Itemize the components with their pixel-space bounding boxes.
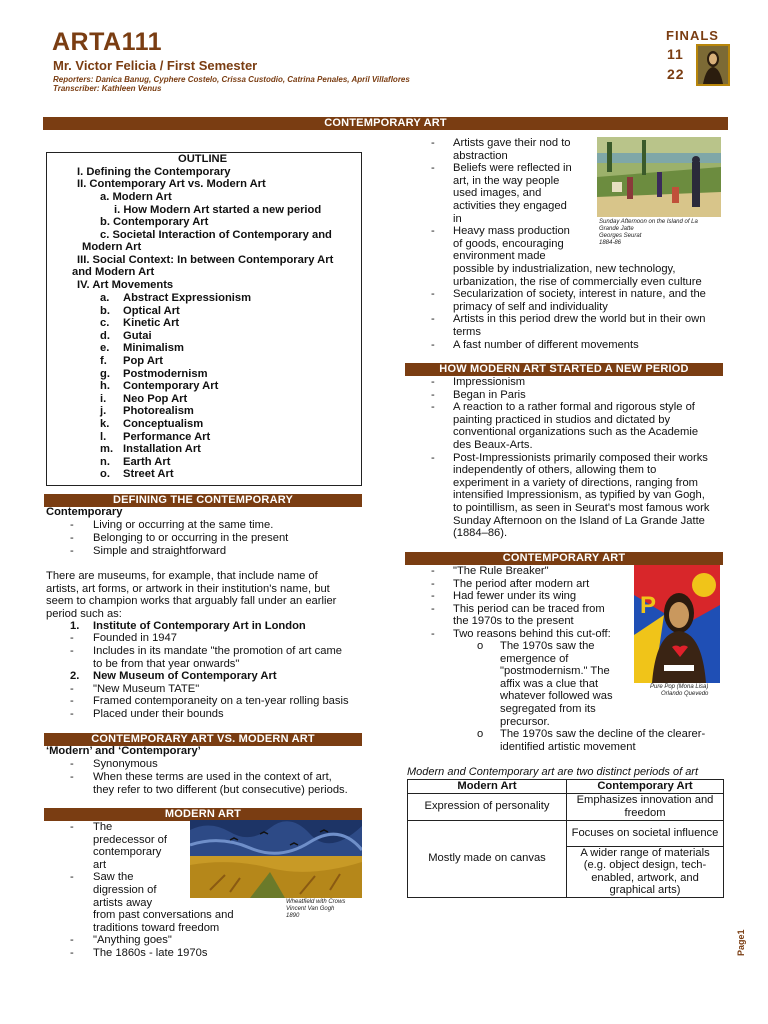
section-bar-how-modern: HOW MODERN ART STARTED A NEW PERIOD: [405, 363, 723, 376]
svg-text:P: P: [640, 592, 657, 619]
dash: -: [431, 313, 435, 326]
outline-movement-name: Gutai: [123, 329, 152, 342]
dash: -: [70, 771, 74, 783]
caption-line: Orlando Quevedo: [661, 691, 709, 697]
how-modern-line: experiment in a variety of directions, ranging from: [453, 476, 698, 489]
paragraph-line: There are museums, for example, that include name of: [46, 570, 318, 582]
section-bar-defining: DEFINING THE CONTEMPORARY: [44, 494, 362, 507]
contemporary-line: "The Rule Breaker": [453, 565, 549, 577]
table-header-modern: Modern Art: [408, 780, 567, 794]
comparison-table: [407, 779, 724, 898]
definition-bullet: Living or occurring at the same time.: [93, 519, 274, 531]
section-bar-modern-art: MODERN ART: [44, 808, 362, 821]
how-modern-line: Sunday Afternoon on the Island of La Grande Jatte: [453, 514, 705, 527]
modern-trait-line: abstraction: [453, 149, 508, 162]
term-modern-contemporary: ‘Modern’ and ‘Contemporary’: [46, 745, 201, 757]
modern-trait-line: Artists in this period drew the world but in their own: [453, 313, 706, 326]
caption-line: 1890: [286, 913, 300, 919]
pure-pop-caption: [650, 684, 708, 698]
year-top: 11: [667, 46, 684, 62]
museum-name: New Museum of Contemporary Art: [93, 670, 277, 682]
term-contemporary: Contemporary: [46, 506, 123, 518]
caption-line: Pure Pop (Mona Lisa): [650, 684, 709, 690]
modern-art-line: contemporary: [93, 846, 162, 859]
how-modern-line: independently of others, allowing them to: [453, 464, 657, 477]
dash: -: [431, 577, 435, 590]
outline-movement-letter: d.: [100, 329, 110, 342]
museum-bullet: "New Museum TATE": [93, 683, 200, 695]
outline-movement-letter: f.: [100, 355, 107, 367]
pure-pop-mona-lisa-painting: [634, 565, 720, 683]
museum-bullet: to be from that year onwards": [93, 658, 240, 670]
dash: -: [431, 376, 435, 388]
how-modern-line: A reaction to a rather formal and rigorous style of: [453, 401, 695, 414]
modern-trait-line: Artists gave their nod to: [453, 137, 571, 149]
modern-trait-line: Beliefs were reflected in: [453, 162, 572, 175]
contemporary-sub-line: affix was a clue that: [500, 677, 599, 690]
outline-movement-name: Street Art: [123, 468, 174, 481]
modern-art-line: art: [93, 858, 107, 871]
table-cell: Expression of personality: [408, 793, 567, 820]
dash: -: [431, 590, 435, 603]
section-bar-contemporary: CONTEMPORARY ART: [405, 552, 723, 565]
outline-item: i. How Modern Art started a new period: [114, 204, 322, 216]
reporters-line: Reporters: Danica Banug, Cyphere Costelo, Crissa Custodio, Catrina Penales, April Villaflores: [53, 75, 410, 84]
outline-movement-letter: k.: [100, 418, 110, 430]
mona-lisa-logo: [696, 44, 730, 86]
dash: -: [70, 947, 74, 959]
contemporary-sub-line: emergence of: [500, 652, 569, 665]
outline-movement-name: Postmodernism: [123, 367, 208, 380]
vs-bullet: When these terms are used in the context of art,: [93, 771, 332, 783]
modern-trait-line: possible by industrialization, new technology,: [453, 263, 676, 275]
section-bar-contemporary-art: CONTEMPORARY ART: [43, 117, 728, 130]
table-row: [408, 793, 724, 820]
dash: -: [431, 137, 435, 149]
caption-line: Georges Seurat: [599, 233, 642, 239]
outline-item: a. Modern Art: [100, 191, 172, 203]
modern-art-line: traditions toward freedom: [93, 921, 220, 934]
caption-line: Grande Jatte: [599, 226, 634, 232]
outline-item: and Modern Art: [72, 266, 155, 278]
dash: -: [70, 871, 74, 884]
outline-item: I. Defining the Contemporary: [77, 166, 231, 178]
how-modern-line: intensified Impressionism, as typified by van Gogh,: [453, 489, 705, 502]
modern-art-line: The 1860s - late 1970s: [93, 947, 208, 959]
dash: -: [431, 388, 435, 401]
outline-item: b. Contemporary Art: [100, 216, 209, 228]
dash: -: [431, 451, 435, 464]
museum-name: Institute of Contemporary Art in London: [93, 620, 306, 632]
museum-bullet: Founded in 1947: [93, 632, 177, 644]
museum-bullet: Framed contemporaneity on a ten-year rolling basis: [93, 695, 349, 707]
modern-art-line: artists away: [93, 896, 153, 909]
table-title: Modern and Contemporary art are two distinct periods of art: [407, 766, 699, 778]
how-modern-line: to pointillism, as seen in Seurat's most famous work: [453, 502, 710, 514]
outline-movement-name: Minimalism: [123, 342, 184, 355]
modern-art-line: predecessor of: [93, 833, 168, 846]
outline-movement-letter: m.: [100, 443, 114, 456]
wheatfield-caption: [286, 899, 345, 920]
outline-movement-letter: l.: [100, 430, 107, 443]
paragraph-line: seem to champion works that arguably fall under an earlier: [46, 595, 337, 607]
outline-movement-letter: i.: [100, 392, 107, 405]
outline-movement-name: Conceptualism: [123, 418, 204, 430]
modern-trait-line: in: [453, 212, 462, 225]
section-bar-vs: CONTEMPORARY ART VS. MODERN ART: [44, 733, 362, 746]
outline-item: III. Social Context: In between Contemporary Art: [77, 254, 334, 266]
how-modern-line: conventional organizations such as the Academie: [453, 426, 699, 439]
paragraph-line: period such as:: [46, 608, 122, 620]
table-cell: Mostly made on canvas: [408, 820, 567, 897]
dash: -: [70, 821, 74, 833]
wheatfield-painting: [190, 820, 362, 898]
contemporary-line: Two reasons behind this cut-off:: [453, 628, 611, 640]
dash: -: [431, 602, 435, 615]
how-modern-line: Began in Paris: [453, 388, 526, 401]
modern-trait-line: used images, and: [453, 187, 542, 200]
contemporary-sub-line: identified artistic movement: [500, 740, 636, 753]
museum-number: 2.: [70, 670, 80, 682]
modern-trait-line: A fast number of different movements: [453, 338, 639, 351]
dash: -: [70, 683, 74, 695]
dash: -: [70, 934, 74, 947]
table-header-row: [408, 780, 724, 794]
outline-movement-letter: o.: [100, 468, 110, 481]
dash: -: [70, 695, 74, 707]
caption-line: Vincent Van Gogh: [286, 906, 335, 912]
course-title: ARTA111: [52, 28, 163, 56]
caption-line: Sunday Afternoon on the Island of La: [599, 219, 698, 225]
dash: -: [70, 758, 74, 770]
table-cell: A wider range of materials (e.g. object design, tech-enabled, artwork, and graphical arts): [567, 846, 724, 897]
contemporary-sub-line: segregated from its: [500, 703, 596, 715]
dash: -: [431, 338, 435, 351]
outline-movement-name: Performance Art: [123, 430, 211, 443]
how-modern-line: des Beaux-Arts.: [453, 439, 533, 451]
table-row: [408, 820, 724, 846]
modern-art-line: The: [93, 821, 113, 833]
transcriber-line: Transcriber: Kathleen Venus: [53, 84, 162, 93]
contemporary-sub-line: precursor.: [500, 715, 550, 728]
modern-trait-line: environment made: [453, 250, 546, 263]
vs-bullet: they refer to two different (but consecutive) periods.: [93, 784, 348, 796]
sub-bullet-marker: o: [477, 640, 484, 652]
dash: -: [70, 632, 74, 644]
outline-movement-name: Photorealism: [123, 405, 194, 418]
dash: -: [431, 628, 435, 640]
sub-bullet-marker: o: [477, 728, 484, 740]
modern-art-line: digression of: [93, 884, 157, 896]
contemporary-line: This period can be traced from: [453, 602, 605, 615]
table-header-contemporary: Contemporary Art: [567, 780, 724, 794]
contemporary-sub-line: The 1970s saw the decline of the clearer-: [500, 728, 706, 740]
instructor-line: Mr. Victor Felicia / First Semester: [53, 58, 258, 73]
how-modern-line: Impressionism: [453, 376, 526, 388]
outline-movement-letter: h.: [100, 380, 110, 393]
contemporary-line: Had fewer under its wing: [453, 590, 577, 603]
outline-movement-letter: e.: [100, 342, 110, 355]
modern-trait-line: activities they engaged: [453, 200, 567, 212]
outline-item: c. Societal Interaction of Contemporary and: [100, 229, 332, 241]
modern-art-line: from past conversations and: [93, 909, 234, 922]
vs-bullet: Synonymous: [93, 758, 158, 770]
how-modern-line: (1884–86).: [453, 527, 508, 540]
contemporary-sub-line: The 1970s saw the: [500, 640, 595, 652]
modern-trait-line: Secularization of society, interest in nature, and the: [453, 288, 706, 301]
outline-movement-letter: g.: [100, 367, 110, 380]
outline-movement-name: Earth Art: [123, 455, 171, 468]
dash: -: [70, 645, 74, 657]
la-grande-jatte-caption: [599, 219, 698, 247]
outline-movement-letter: b.: [100, 304, 110, 317]
caption-line: Wheatfield with Crows: [286, 899, 346, 905]
outline-movement-name: Kinetic Art: [123, 317, 180, 330]
dash: -: [431, 288, 435, 301]
modern-trait-line: art, in the way people: [453, 174, 560, 187]
outline-movement-name: Contemporary Art: [123, 380, 219, 393]
outline-movement-name: Installation Art: [123, 443, 201, 456]
outline-movement-letter: c.: [100, 317, 110, 330]
outline-movement-name: Pop Art: [123, 355, 163, 367]
contemporary-sub-line: whatever followed was: [500, 690, 613, 703]
contemporary-sub-line: "postmodernism." The: [500, 665, 610, 678]
dash: -: [70, 545, 74, 557]
contemporary-line: the 1970s to the present: [453, 615, 574, 628]
outline-item: IV. Art Movements: [77, 279, 174, 291]
outline-movement-letter: a.: [100, 292, 110, 304]
outline-item: Modern Art: [82, 241, 142, 253]
year-bottom: 22: [667, 66, 685, 82]
dash: -: [70, 708, 74, 720]
dash: -: [70, 519, 74, 531]
la-grande-jatte-painting: [597, 137, 721, 217]
dash: -: [431, 162, 435, 175]
museum-number: 1.: [70, 620, 80, 632]
dash: -: [431, 565, 435, 577]
dash: -: [431, 225, 435, 238]
modern-art-line: "Anything goes": [93, 934, 172, 947]
outline-item: II. Contemporary Art vs. Modern Art: [77, 178, 266, 190]
definition-bullet: Belonging to or occurring in the present: [93, 532, 289, 544]
modern-trait-line: urbanization, the rise of commercially even culture: [453, 275, 702, 288]
page-label: Page1: [736, 929, 746, 956]
caption-line: 1884-86: [599, 240, 622, 246]
modern-trait-line: Heavy mass production: [453, 225, 570, 238]
outline-movement-letter: j.: [100, 405, 107, 418]
table-cell: Focuses on societal influence: [567, 820, 724, 846]
contemporary-line: The period after modern art: [453, 577, 590, 590]
museum-bullet: Includes in its mandate "the promotion of art came: [93, 645, 342, 657]
modern-trait-line: terms: [453, 326, 481, 338]
modern-trait-line: primacy of self and individuality: [453, 300, 608, 313]
dash: -: [70, 532, 74, 544]
museum-bullet: Placed under their bounds: [93, 708, 224, 720]
paragraph-line: artists, art forms, or artwork in their institution's name, but: [46, 583, 330, 595]
outline-movement-letter: n.: [100, 455, 110, 468]
outline-movement-name: Abstract Expressionism: [123, 292, 252, 304]
outline-movement-name: Neo Pop Art: [123, 392, 188, 405]
term-label: FINALS: [666, 28, 719, 43]
how-modern-line: painting practiced in studios and dictated by: [453, 413, 671, 426]
outline-heading: OUTLINE: [178, 153, 228, 165]
outline-movement-name: Optical Art: [123, 304, 180, 317]
table-cell: Emphasizes innovation and freedom: [567, 793, 724, 820]
dash: -: [431, 401, 435, 414]
modern-art-line: Saw the: [93, 871, 134, 884]
definition-bullet: Simple and straightforward: [93, 545, 227, 557]
modern-trait-line: of goods, encouraging: [453, 237, 564, 250]
how-modern-line: Post-Impressionists primarily composed their works: [453, 451, 708, 464]
